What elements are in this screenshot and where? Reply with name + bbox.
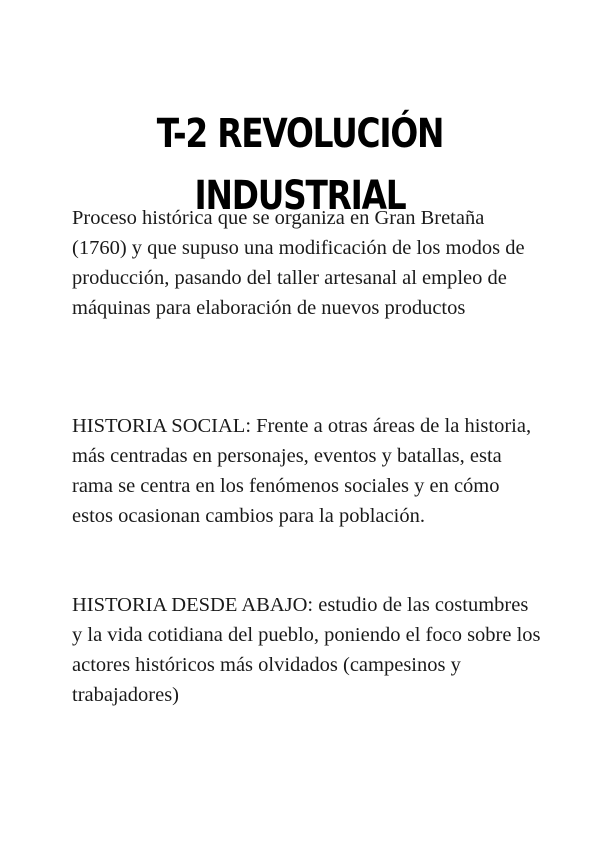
paragraph-historia-desde-abajo: HISTORIA DESDE ABAJO: estudio de las costumbres y la vida cotidiana del pueblo, poniendo el foco sobre los actores históricos más olvidados (campesinos y trabajadores) [72,594,541,706]
paragraph-historia-social: HISTORIA SOCIAL: Frente a otras áreas de la historia, más centradas en personajes, eventos y batallas, esta rama se centra en los fenómenos sociales y en cómo estos ocasionan cambios para la población. [72,415,532,527]
paragraph-definition: Proceso histórica que se organiza en Gran Bretaña (1760) y que supuso una modificación de los modos de producción, pasando del taller artesanal al empleo de máquinas para elaboración de nuevos productos [72,207,525,319]
page-title-line-1: T-2 REVOLUCIÓN [156,110,444,157]
page-title-line-2: INDUSTRIAL [194,172,406,219]
